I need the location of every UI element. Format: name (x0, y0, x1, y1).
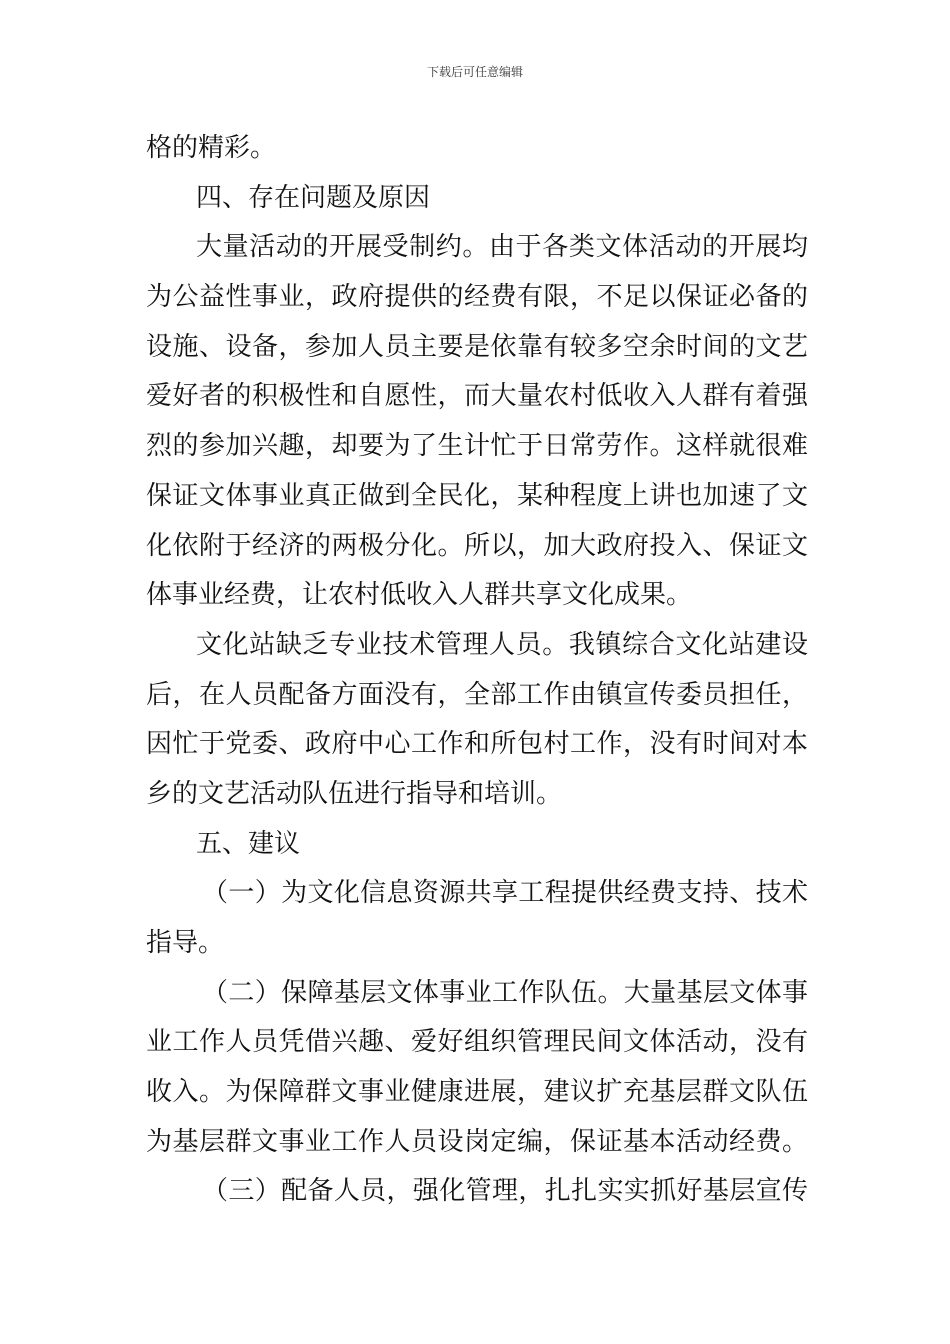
text-line: 化依附于经济的两极分化。所以，加大政府投入、保证文 (146, 530, 808, 561)
text-line: 为公益性事业，政府提供的经费有限，不足以保证必备的 (146, 282, 808, 313)
text-line: 指导。 (146, 928, 225, 958)
section-heading: 五、建议 (196, 828, 301, 859)
text-line: 后，在人员配备方面没有，全部工作由镇宣传委员担任， (146, 679, 808, 710)
text-line: 大量活动的开展受制约。由于各类文体活动的开展均 (196, 232, 808, 263)
text-line: 格的精彩。 (146, 133, 277, 163)
text-line: （三）配备人员，强化管理，扎扎实实抓好基层宣传 (202, 1176, 808, 1207)
page-header-note: 下载后可任意编辑 (426, 65, 523, 79)
text-line: 收入。为保障群文事业健康进展，建议扩充基层群文队伍 (146, 1077, 808, 1108)
document-body (146, 124, 808, 1217)
text-line: 业工作人员凭借兴趣、爱好组织管理民间文体活动，没有 (146, 1027, 808, 1058)
text-line: 爱好者的积极性和自愿性，而大量农村低收入人群有着强 (146, 381, 808, 412)
text-line: 设施、设备，参加人员主要是依靠有较多空余时间的文艺 (146, 331, 808, 362)
text-line: 文化站缺乏专业技术管理人员。我镇综合文化站建设 (196, 629, 808, 660)
text-line: 因忙于党委、政府中心工作和所包村工作，没有时间对本 (146, 729, 808, 760)
text-line: 烈的参加兴趣，却要为了生计忙于日常劳作。这样就很难 (146, 431, 808, 462)
text-line: 保证文体事业真正做到全民化，某种程度上讲也加速了文 (146, 480, 808, 511)
text-line: 为基层群文事业工作人员设岗定编，保证基本活动经费。 (146, 1126, 808, 1157)
text-line: （一）为文化信息资源共享工程提供经费支持、技术 (202, 878, 808, 909)
text-line: 乡的文艺活动队伍进行指导和培训。 (146, 778, 563, 809)
section-heading: 四、存在问题及原因 (196, 182, 431, 213)
text-line: 体事业经费，让农村低收入人群共享文化成果。 (146, 580, 693, 611)
text-line: （二）保障基层文体事业工作队伍。大量基层文体事 (202, 977, 808, 1008)
